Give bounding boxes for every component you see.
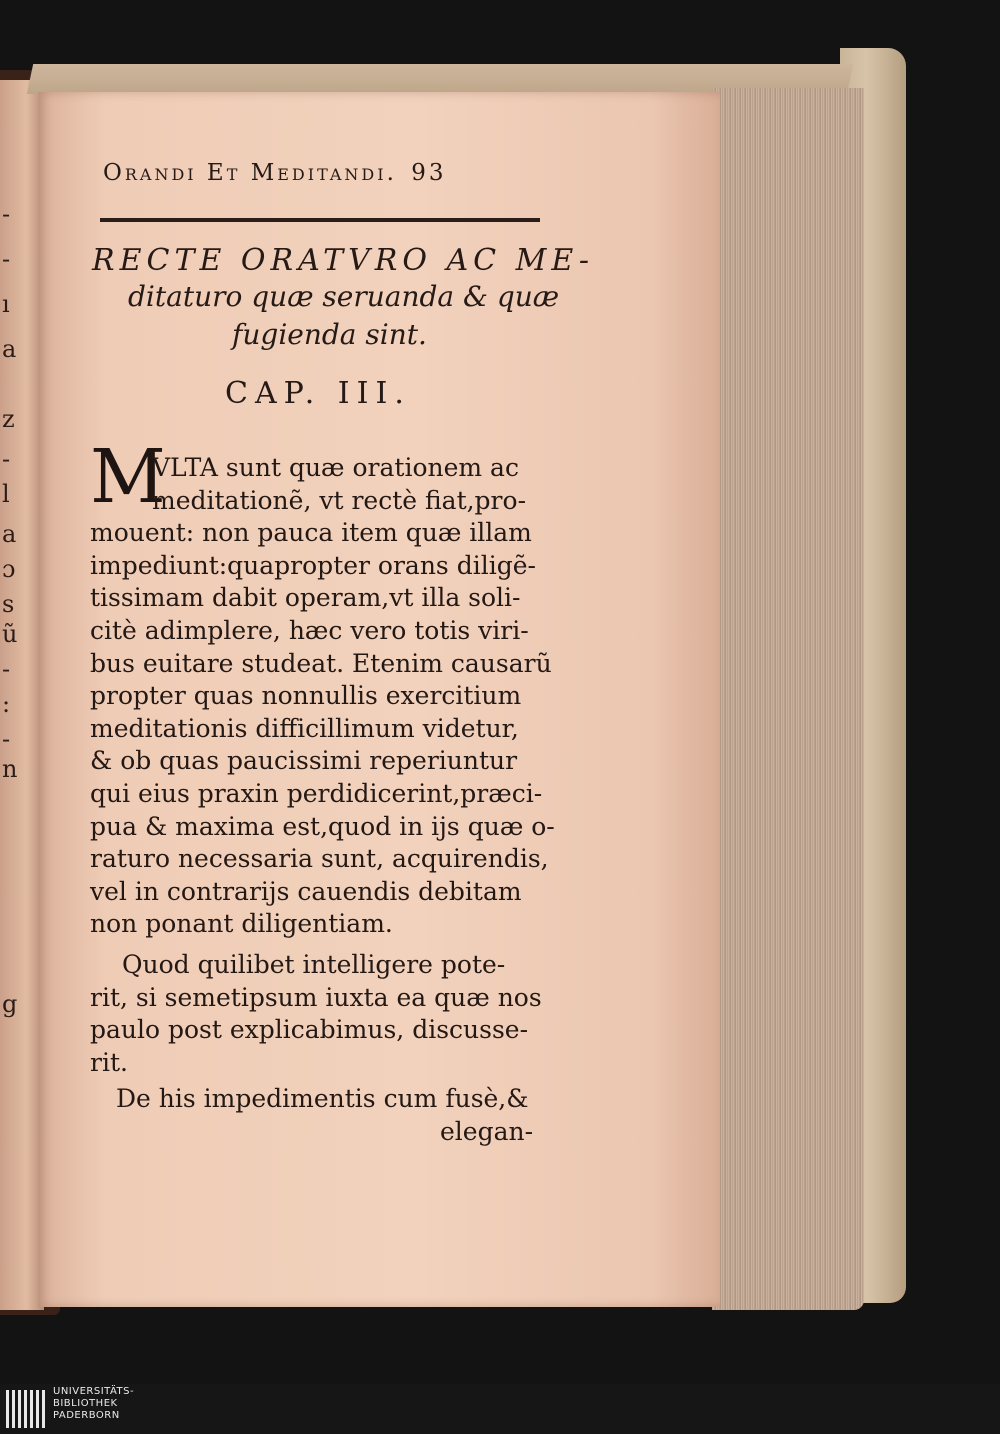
header-rule: [100, 218, 540, 222]
body-line: vel in contrarijs cauendis debitam: [90, 876, 522, 906]
body-line: impediunt:quapropter orans diligẽ-: [90, 550, 536, 580]
left-page-fragment: ɔ: [2, 555, 16, 583]
left-page-fragment: n: [2, 755, 18, 783]
body-line: bus euitare studeat. Etenim causarũ: [90, 648, 552, 678]
chapter-heading: CAP. III.: [225, 376, 411, 411]
left-page-fragment: -: [2, 655, 11, 683]
body-line: Quod quilibet intelligere pote-: [122, 950, 506, 979]
body-line: tissimam dabit operam,vt illa soli-: [90, 583, 521, 613]
left-page-fragment: ũ: [2, 620, 18, 648]
drop-cap: M: [90, 434, 166, 520]
body-line: qui eius praxin perdidicerint,præci-: [90, 779, 543, 808]
body-line: paulo post explicabimus, discusse-: [90, 1015, 529, 1045]
library-logo-icon: [6, 1390, 48, 1428]
left-page-fragment: a: [2, 335, 17, 363]
left-page-fragment: -: [2, 445, 11, 473]
body-line: propter quas nonnullis exercitium: [90, 681, 522, 711]
page-edges: [712, 88, 864, 1310]
footer-bar: [0, 1384, 1000, 1434]
left-page-fragment: -: [2, 200, 11, 228]
body-line: raturo necessaria sunt, acquirendis,: [90, 844, 549, 874]
left-page-fragment: ı: [2, 290, 10, 318]
body-line: rit.: [90, 1047, 128, 1077]
left-page-fragment: g: [2, 990, 18, 1018]
body-line: citè adimplere, hæc vero totis viri-: [90, 616, 529, 645]
left-page-fragment: l: [2, 480, 10, 508]
page-number: 93: [411, 160, 447, 186]
body-line: elegan-: [440, 1117, 534, 1146]
body-line: rit, si semetipsum iuxta ea quæ nos: [90, 982, 542, 1012]
body-line: & ob quas paucissimi reperiuntur: [90, 746, 518, 776]
logo-line-2: BIBLIOTHEK: [53, 1398, 118, 1409]
logo-line-3: PADERBORN: [53, 1410, 120, 1421]
left-page-fragment: -: [2, 725, 11, 753]
body-line: meditationẽ, vt rectè fiat,pro-: [152, 485, 527, 515]
body-line: VLTA sunt quæ orationem ac: [152, 453, 519, 482]
left-page-fragment: -: [2, 245, 11, 273]
left-page-fragment: s: [2, 590, 15, 618]
library-logo-text: [53, 1386, 134, 1422]
left-page-fragment: a: [2, 520, 17, 548]
body-line: De his impedimentis cum fusè,&: [116, 1084, 529, 1114]
section-title-line-3: fugienda sint.: [232, 318, 427, 351]
body-line: meditationis difficillimum videtur,: [90, 713, 519, 743]
left-page-fragment: z: [2, 405, 15, 433]
left-page-fragment: :: [2, 690, 11, 718]
running-head-text: Orandi Et Meditandi.: [103, 160, 397, 186]
section-title-line-2: ditaturo quæ seruanda & quæ: [128, 280, 560, 313]
section-title-line-1: RECTE ORATVRO AC ME-: [92, 243, 594, 278]
logo-line-1: UNIVERSITÄTS-: [53, 1386, 135, 1397]
body-line: pua & maxima est,quod in ijs quæ o-: [90, 811, 555, 841]
body-line: mouent: non pauca item quæ illam: [90, 518, 532, 548]
running-head: [103, 160, 446, 186]
body-line: non ponant diligentiam.: [90, 909, 393, 939]
